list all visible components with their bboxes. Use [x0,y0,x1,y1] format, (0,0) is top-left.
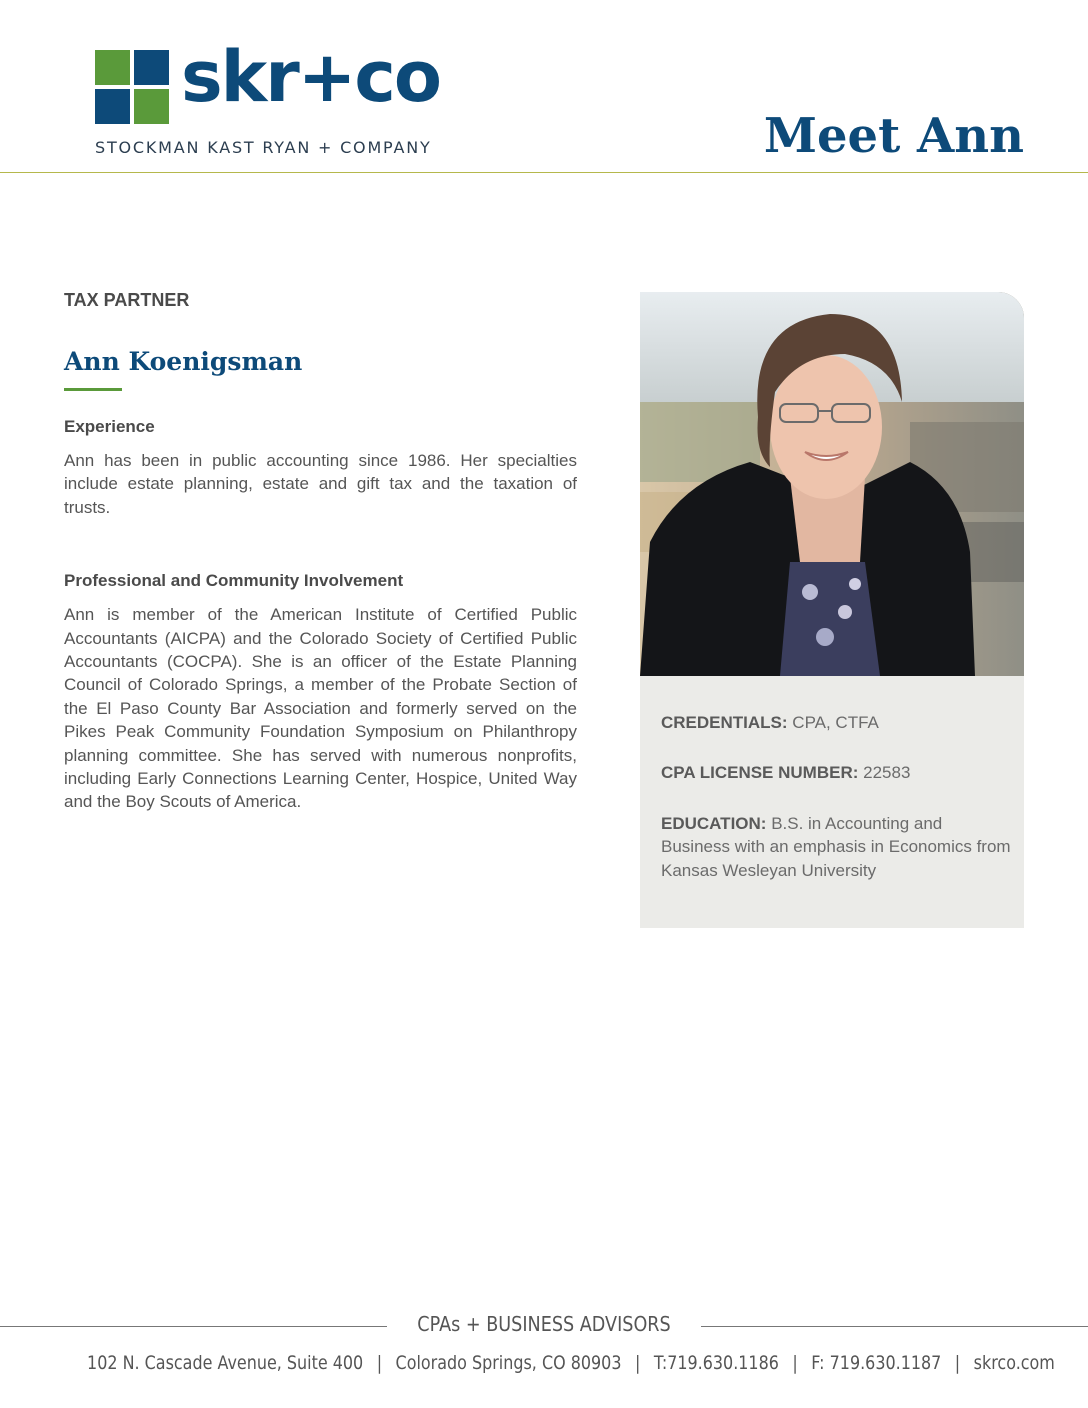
footer-separator: | [792,1352,798,1374]
license-value: 22583 [863,763,911,782]
involvement-heading: Professional and Community Involvement [64,571,404,591]
logo-mark-icon [95,50,170,125]
footer-separator: | [954,1352,961,1374]
footer-address: 102 N. Cascade Avenue, Suite 400 [87,1352,364,1374]
logo-wordmark: skr+co [181,36,440,118]
license-row [661,761,1011,784]
credentials-panel [640,676,1024,928]
portrait-photo [640,292,1024,676]
footer-city: Colorado Springs, CO 80903 [395,1352,622,1374]
person-name: Ann Koenigsman [64,347,303,376]
header-divider [0,172,1088,173]
experience-text: Ann has been in public accounting since 1986. Her specialties include estate planning, estate and gift tax and the taxation of trusts. [64,451,577,517]
license-label: CPA LICENSE NUMBER: [661,763,859,782]
footer-tagline: CPAs + BUSINESS ADVISORS [417,1312,671,1336]
education-row [661,812,1011,882]
experience-heading: Experience [64,417,155,436]
credentials-label: CREDENTIALS: [661,713,788,732]
name-underline [64,388,122,391]
logo-subtitle: STOCKMAN KAST RYAN + COMPANY [95,138,432,157]
footer-separator: | [376,1352,383,1374]
education-value: B.S. in Accounting and Business with an emphasis in Economics from Kansas Wesleyan University [661,814,1011,880]
role-label: TAX PARTNER [64,290,190,310]
involvement-text: Ann is member of the American Institute of Certified Public Accountants (AICPA) and the Colorado Society of Certified Public Accountants (COCPA). She is an officer of the Estate Planning Council of Colorado Springs, a member of the Probate Section of the El Paso County Bar Association and formerly served on the Pikes Peak Community Foundation Symposium on Philanthropy planning committee. She has served with numerous nonprofits, including Early Connections Learning Center, Hospice, United Way and the Boy Scouts of America. [64,605,577,812]
footer-website[interactable]: skrco.com [973,1352,1055,1374]
credentials-row [661,711,1011,734]
footer-phone: T:719.630.1186 [653,1352,779,1374]
education-label: EDUCATION: [661,814,767,833]
footer-contact-line [87,1352,1055,1374]
footer-separator: | [634,1352,641,1374]
credentials-value: CPA, CTFA [792,713,879,732]
profile-content [64,290,577,814]
footer-fax: F: 719.630.1187 [811,1352,942,1374]
page-title: Meet Ann [763,108,1024,164]
